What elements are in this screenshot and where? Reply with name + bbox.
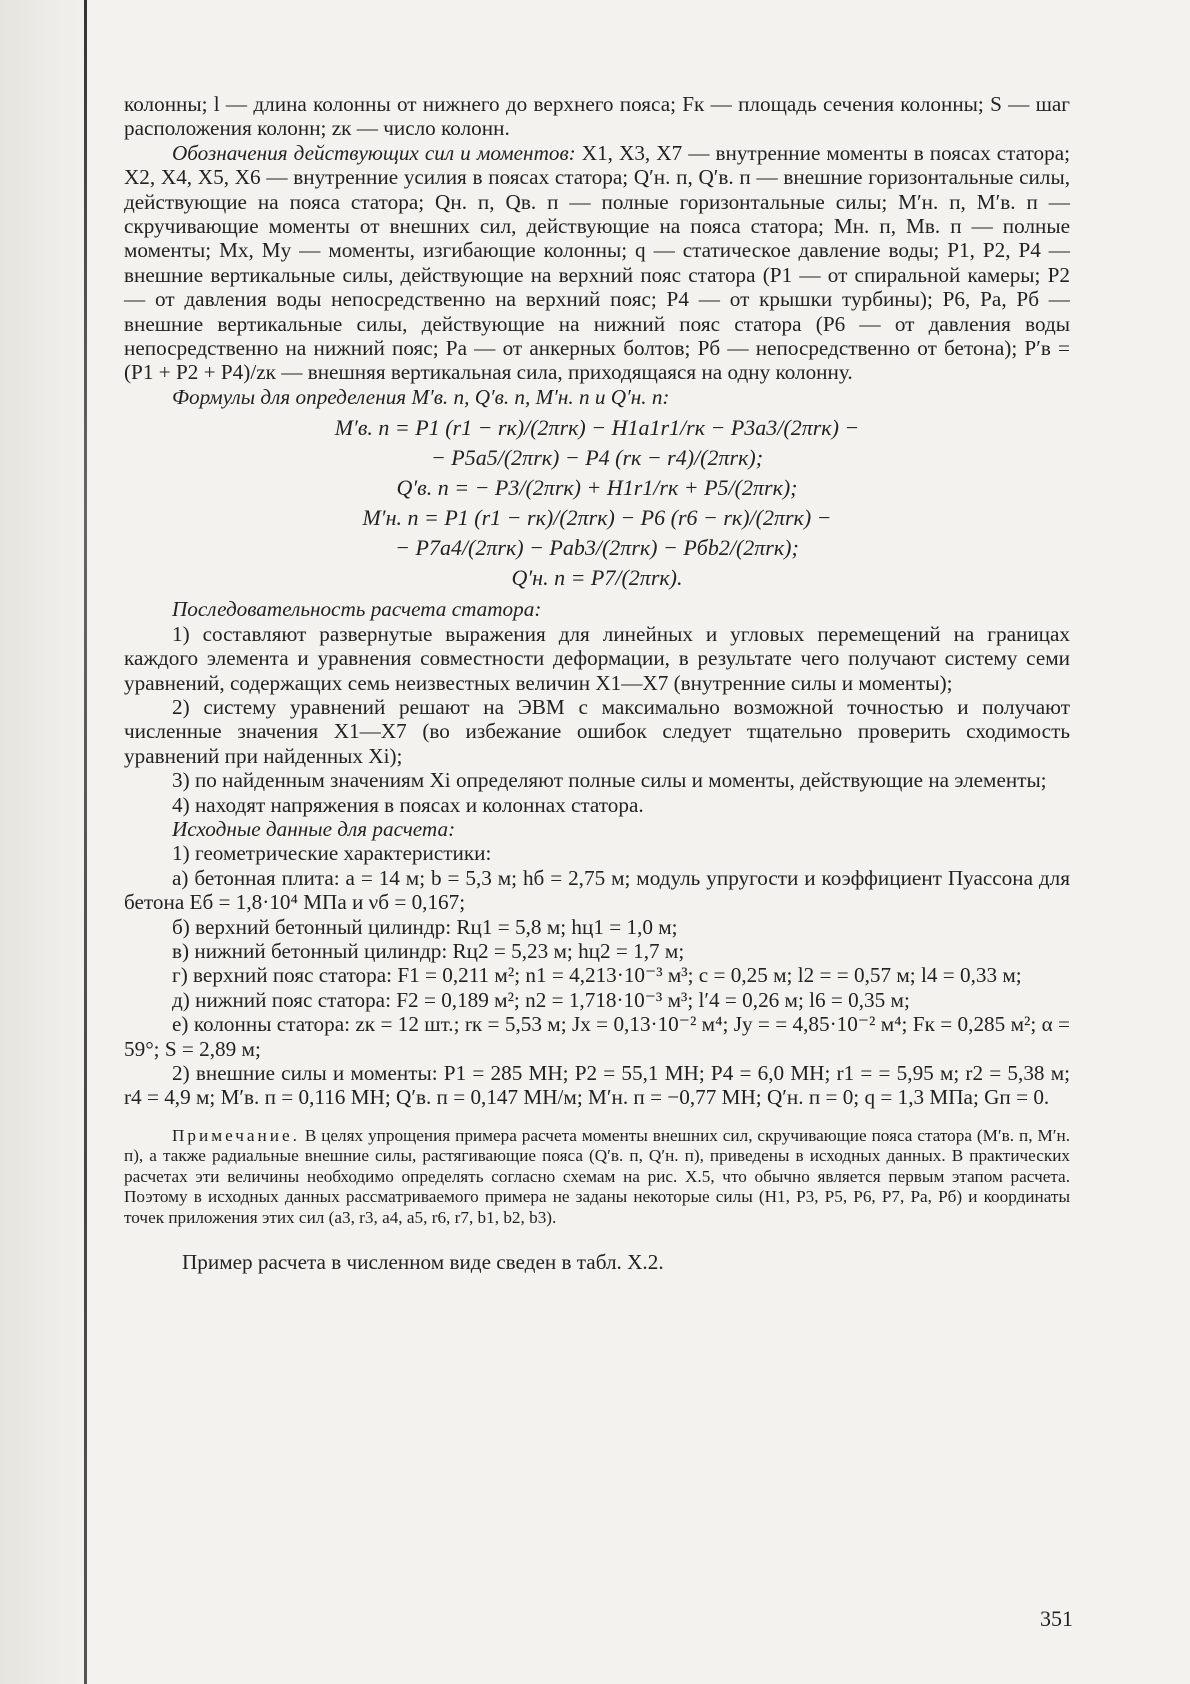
input-d: д) нижний пояс статора: F2 = 0,189 м²; n2 = 1,718·10⁻³ м³; l′4 = 0,26 м; l6 = 0,35 м; (172, 987, 910, 1012)
input-heading-text: Исходные данные для расчета: (172, 816, 456, 841)
equation-4: Q′н. п = P7/(2πrк). (511, 565, 683, 591)
input-heading (124, 817, 1070, 841)
input-v: в) нижний бетонный цилиндр: Rц2 = 5,23 м; hц2 = 1,7 м; (172, 938, 685, 963)
input-g: г) верхний пояс статора: F1 = 0,211 м²; n1 = 4,213·10⁻³ м³; c = 0,25 м; l2 = = 0,57 м; l4 = 0,33 м; (172, 963, 1022, 988)
equations-block (124, 413, 1070, 593)
para-formulas-heading (124, 385, 1070, 409)
page-edge-shadow (0, 0, 84, 1684)
sequence-step-3: 3) по найденным значениям Xi определяют полные силы и моменты, действующие на элементы; (172, 768, 1047, 793)
para-forces-notation (124, 141, 1070, 385)
page-body (124, 92, 1070, 1275)
input-b: б) верхний бетонный цилиндр: Rц1 = 5,8 м; hц1 = 1,0 м; (172, 914, 678, 939)
equation-3: M′н. п = P1 (r1 − rк)/(2πrк) − P6 (r6 − rк)/(2πrк) − (362, 505, 832, 531)
forces-body: X1, X3, X7 — внутренние моменты в поясах статора; X2, X4, X5, X6 — внутренние усилия в поясах статора; Q′н. п, Q′в. п — внешние горизонтальные силы, действующие на пояса статора; Qн. п, Qв. п — полные горизонтальные силы; M′н. п, M′в. п — скручивающие моменты от внешних сил, действующие на пояса статора; Mн. п, Mв. п — полные моменты; Mx, My — моменты, изгибающие колонны; q — статическое давление воды; P1, P2, P4 — внешние вертикальные силы, действующие на верхний пояс статора (P1 — от спиральной камеры; P2 — от давления воды непосредственно на верхний пояс; P4 — от крышки турбины); P6, Pа, Pб — внешние вертикальные силы, действующие на нижний пояс статора (P6 — от давления воды непосредственно на нижний пояс; Pа — от анкерных болтов; Pб — непосредственно от бетона); P′в = (P1 + P2 + P4)/zк — внешняя вертикальная сила, приходящаяся на одну колонну. (124, 140, 1070, 385)
equation-3-cont: − P7a4/(2πrк) − Pab3/(2πrк) − Pбb2/(2πrк); (395, 535, 799, 561)
note-label: Примечание. (172, 1125, 300, 1145)
input-e: е) колонны статора: zк = 12 шт.; rк = 5,53 м; Jx = 0,13·10⁻² м⁴; Jy = = 4,85·10⁻² м⁴; Fк = 0,285 м²; α = 59°; S = 2,89 м; (124, 1012, 1070, 1061)
equation-1-cont: − P5a5/(2πrк) − P4 (rк − r4)/(2πrк); (430, 445, 764, 471)
sequence-heading (124, 597, 1070, 621)
sequence-heading-text: Последовательность расчета статора: (172, 597, 542, 622)
sequence-step-2: 2) систему уравнений решают на ЭВМ с максимально возможной точностью и получают численные значения X1—X7 (во избежание ошибок следует тщательно проверить сходимость уравнений при найденных Xi); (124, 694, 1070, 768)
final-sentence: Пример расчета в численном виде сведен в табл. X.2. (182, 1250, 664, 1275)
equation-2: Q′в. п = − P3/(2πrк) + H1r1/rк + P5/(2πrк); (396, 475, 798, 501)
binding-line (84, 0, 87, 1684)
para-notation-end: колонны; l — длина колонны от нижнего до верхнего пояса; Fк — площадь сечения колонны; S — шаг расположения колонн; zк — число колонн. (124, 92, 1070, 141)
sequence-step-1: 1) составляют развернутые выражения для линейных и угловых перемещений на границах каждого элемента и уравнения совместности деформации, в результате чего получают систему семи уравнений, содержащих семь неизвестных величин X1—X7 (внутренние силы и моменты); (124, 621, 1070, 695)
formulas-heading: Формулы для определения M′в. п, Q′в. п, M′н. п и Q′н. п: (172, 384, 670, 409)
input-a: а) бетонная плита: a = 14 м; b = 5,3 м; hб = 2,75 м; модуль упругости и коэффициент Пуассона для бетона Eб = 1,8·10⁴ МПа и νб = 0,167; (124, 865, 1070, 915)
input-forces: 2) внешние силы и моменты: P1 = 285 МН; P2 = 55,1 МН; P4 = 6,0 МН; r1 = = 5,95 м; r2 = 5,38 м; r4 = 4,9 м; M′в. п = 0,116 МН; Q′в. п = 0,147 МН/м; M′н. п = −0,77 МН; Q′н. п = 0; q = 1,3 МПа; Gп = 0. (124, 1061, 1070, 1110)
forces-heading: Обозначения действующих сил и моментов: (172, 140, 576, 165)
equation-1: M′в. п = P1 (r1 − rк)/(2πrк) − H1a1r1/rк − P3a3/(2πrк) − (334, 415, 860, 441)
page-number: 351 (1040, 1606, 1073, 1631)
note-paragraph (124, 1126, 1070, 1229)
input-geom: 1) геометрические характеристики: (172, 841, 492, 866)
note-text: В целях упрощения примера расчета моменты внешних сил, скручивающие пояса статора (M′в. п, M′н. п), а также радиальные внешние силы, растягивающие пояса (Q′в. п, Q′н. п), приведены в исходных данных. В практических расчетах эти величины необходимо определять согласно схемам на рис. X.5, что обычно является первым этапом расчета. Поэтому в исходных данных рассматриваемого примера не заданы некоторые силы (H1, P3, P5, P6, P7, Pа, Pб) и координаты точек приложения этих сил (a3, r3, a4, a5, r6, r7, b1, b2, b3). (124, 1125, 1070, 1227)
sequence-step-4: 4) находят напряжения в поясах и колоннах статора. (172, 792, 644, 817)
